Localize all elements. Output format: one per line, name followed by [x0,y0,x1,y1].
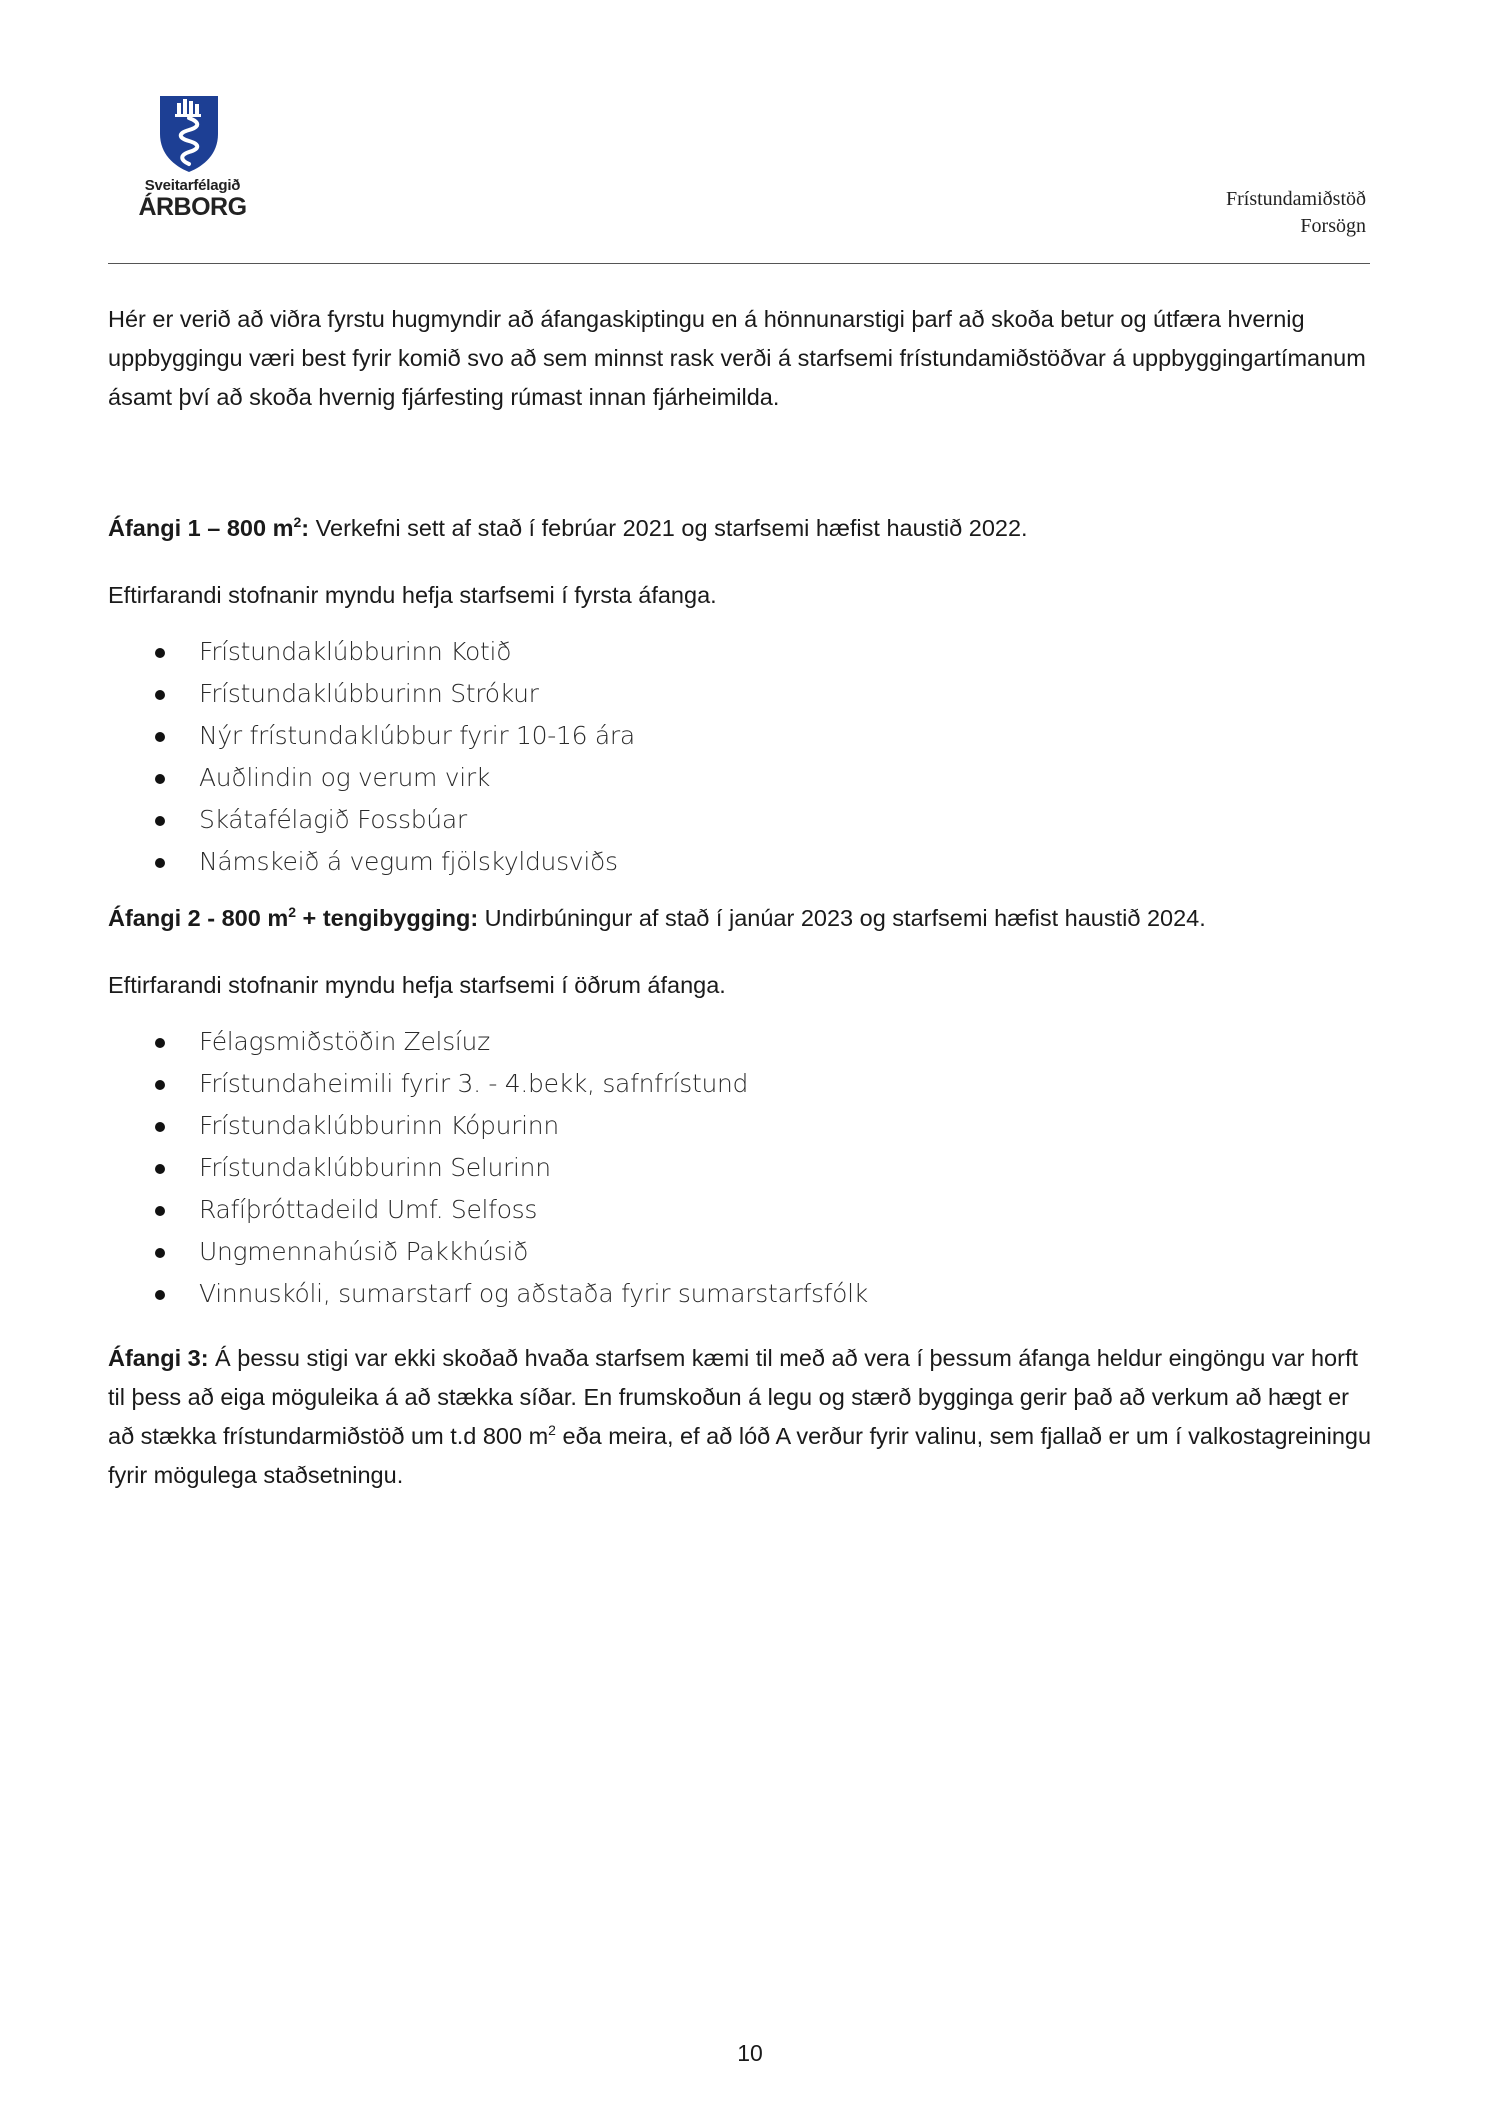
arborg-logo [130,94,255,224]
list-item [108,841,1378,883]
list-item-text: Námskeið á vegum fjölskyldusviðs [199,847,618,876]
main-content [108,300,1378,1495]
bullet-icon [155,1248,165,1258]
list-item [108,1189,1378,1231]
logo-title: ÁRBORG [138,193,247,221]
phase-2-title [108,905,478,931]
list-item-text: Frístundaklúbburinn Selurinn [199,1153,551,1182]
phase-2-heading [108,899,1378,938]
page-number: 10 [737,2040,763,2066]
phase-2-list [108,1021,1378,1315]
list-item-text: Frístundaheimili fyrir 3. - 4.bekk, safnfrístund [199,1069,749,1098]
phase-1-list [108,631,1378,883]
running-header [1226,186,1366,240]
list-item [108,1231,1378,1273]
intro-paragraph: Hér er verið að viðra fyrstu hugmyndir að áfangaskiptingu en á hönnunarstigi þarf að skoða betur og útfæra hvernig uppbyggingu væri best fyrir komið svo að sem minnst rask verði á starfsemi frístundamiðstöðvar á uppbyggingartímanum ásamt því að skoða hvernig fjárfesting rúmast innan fjárheimilda. [108,306,1366,410]
header-divider [108,263,1370,264]
phase-3-text-part2: eða meira, ef að lóð A verður fyrir valinu, sem fjallað er um í valkostagreiningu fyrir mögulega staðsetningu. [108,1423,1372,1488]
bullet-icon [155,1206,165,1216]
list-item [108,799,1378,841]
bullet-icon [155,1038,165,1048]
list-item-text: Vinnuskóli, sumarstarf og aðstaða fyrir sumarstarfsfólk [199,1279,868,1308]
bullet-icon [155,1080,165,1090]
phase-2-title-suffix: + tengibygging: [296,905,479,931]
bullet-icon [155,1290,165,1300]
phase-2-lead: Eftirfarandi stofnanir myndu hefja starfsemi í öðrum áfanga. [108,972,726,998]
bullet-icon [155,732,165,742]
arborg-shield-icon [158,94,220,174]
bullet-icon [155,648,165,658]
list-item [108,1063,1378,1105]
list-item [108,757,1378,799]
phase-1-title-text: Áfangi 1 – 800 m [108,515,294,541]
phase-3-paragraph [108,1339,1378,1495]
phase-1-title-sup: 2 [293,514,302,531]
list-item [108,673,1378,715]
phase-1-title [108,515,309,541]
phase-1-text: Verkefni sett af stað í febrúar 2021 og starfsemi hæfist haustið 2022. [309,515,1028,541]
phase-3-text-part1: Á þessu stigi var ekki skoðað hvaða starfsem kæmi til með að vera í þessum áfanga heldur eingöngu var horft til þess að eiga möguleika á að stækka síðar. En frumskoðun á legu og stærð bygginga gerir það að verkum að hægt er að stækka frístundarmiðstöð um t.d 800 m [108,1345,1359,1449]
phase-1-lead: Eftirfarandi stofnanir myndu hefja starfsemi í fyrsta áfanga. [108,582,717,608]
bullet-icon [155,816,165,826]
phase-3-text-sup: 2 [548,1422,556,1439]
phase-2-text: Undirbúningur af stað í janúar 2023 og starfsemi hæfist haustið 2024. [478,905,1206,931]
bullet-icon [155,690,165,700]
list-item-text: Rafíþróttadeild Umf. Selfoss [199,1195,538,1224]
phase-1-title-colon: : [301,515,310,541]
list-item [108,1021,1378,1063]
phase-2-title-sup: 2 [288,904,297,921]
list-item-text: Auðlindin og verum virk [199,763,491,792]
bullet-icon [155,774,165,784]
bullet-icon [155,1164,165,1174]
list-item-text: Frístundaklúbburinn Strókur [199,679,539,708]
phase-1-heading [108,509,1378,548]
header-line-2: Forsögn [1300,215,1366,237]
list-item-text: Frístundaklúbburinn Kotið [199,637,512,666]
list-item [108,715,1378,757]
list-item [108,1273,1378,1315]
list-item-text: Félagsmiðstöðin Zelsíuz [199,1027,490,1056]
list-item-text: Nýr frístundaklúbbur fyrir 10-16 ára [199,721,635,750]
list-item [108,1105,1378,1147]
header-line-1: Frístundamiðstöð [1225,188,1366,210]
list-item-text: Frístundaklúbburinn Kópurinn [199,1111,559,1140]
logo-subtitle: Sveitarfélagið [144,177,241,194]
phase-3-title: Áfangi 3: [108,1345,209,1371]
bullet-icon [155,858,165,868]
list-item-text: Ungmennahúsið Pakkhúsið [199,1237,529,1266]
bullet-icon [155,1122,165,1132]
list-item [108,1147,1378,1189]
list-item [108,631,1378,673]
list-item-text: Skátafélagið Fossbúar [199,805,467,834]
phase-2-title-text: Áfangi 2 - 800 m [108,905,289,931]
